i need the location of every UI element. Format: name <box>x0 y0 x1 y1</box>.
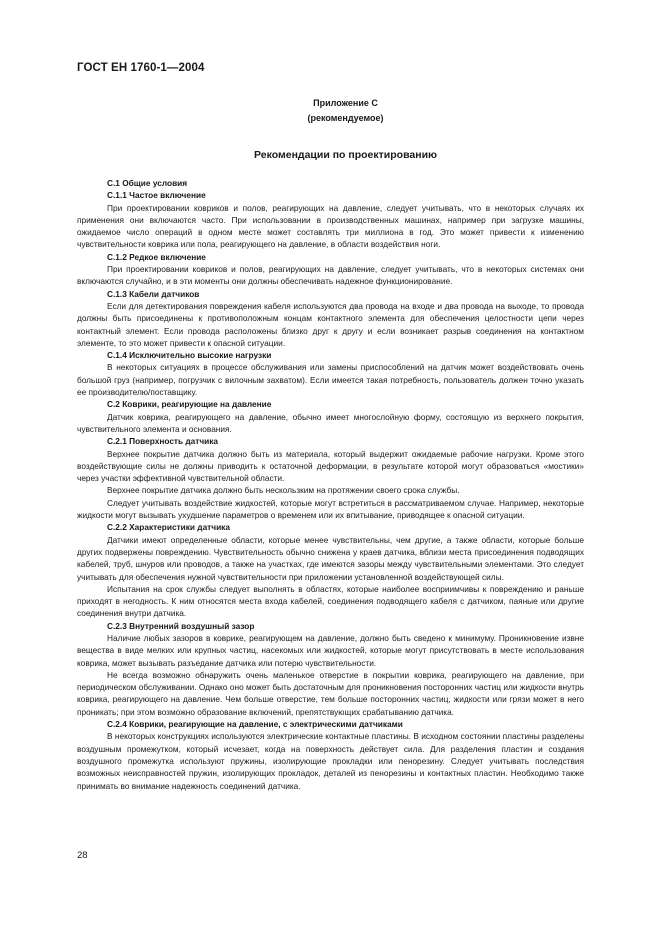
section-heading: С.1.4 Исключительно высокие нагрузки <box>107 350 272 361</box>
section-heading: С.2.4 Коврики, реагирующие на давление, с электрическими датчиками <box>107 719 403 730</box>
section-heading: С.2.3 Внутренний воздушный зазор <box>107 620 255 631</box>
body-paragraph: Верхнее покрытие датчика должно быть из материала, который выдержит ожидаемые рабочие нагрузки. Кроме этого воздействующие силы не должны приводить к остаточной деформации, в результате которой могут образоваться «мостики» через участки эффективной чувствительной области. <box>77 448 584 484</box>
body-paragraph: При проектировании ковриков и полов, реагирующих на давление, следует учитывать, что в некоторых системах они включаются случайно, и в эти моменты они должны обеспечивать надежное функционирование. <box>77 264 584 287</box>
section-title: Рекомендации по проектированию <box>254 149 437 161</box>
body-paragraph: Датчик коврика, реагирующего на давление, обычно имеет многослойную форму, состоящую из верхнего покрытия, чувствительного элемента и основания. <box>77 411 584 434</box>
section-heading: С.2 Коврики, реагирующие на давление <box>107 399 272 410</box>
body-paragraph: Не всегда возможно обнаружить очень маленькое отверстие в покрытии коврика, реагирующего на давление, при периодическом обслуживании. Однако оно может быть достаточным для проникновения посторонних частиц или жидкости внутрь коврика, реагирующего на давление. Чем больше отверстие, тем больше посторонних частиц, жидкости или грязи может в него проникать; при этом возможно образование включений, препятствующих срабатыванию датчика. <box>77 669 584 717</box>
section-heading: С.1.2 Редкое включение <box>107 251 206 262</box>
appendix-title: Приложение С <box>313 98 378 108</box>
body-paragraph: При проектировании ковриков и полов, реагирующих на давление, следует учитывать, что в некоторых случаях их применения они включаются часто. При использовании в производственных машинах, например при загрузке машины, ожидаемое число операций в одном месте может составлять три миллиона в год. Это может привести к изменению чувствительности коврика или пола, реагирующего на давление, в области воздействия ноги. <box>77 202 584 250</box>
body-paragraph: Датчики имеют определенные области, которые менее чувствительны, чем другие, а также области, которые больше других подвержены повреждению. Чувствительность обычно снижена у краев датчика, вблизи места присоединения подводящих кабелей, труб, шнуров или проводов, а также на участках, где имеются зазоры между чувствительными элементами. Это следует учитывать для обеспечения нужной чувствительности при приложении установленной воздействующей силы. <box>77 534 584 582</box>
body-paragraph: Верхнее покрытие датчика должно быть нескользким на протяжении своего срока службы. <box>107 485 460 496</box>
body-paragraph: В некоторых конструкциях используются электрические контактные пластины. В исходном состоянии пластины разделены воздушным промежутком, который исчезает, когда на поверхность действует сила. Для разделения пластин и создания воздушного промежутка используют пружины, изолирующие прокладки или пенорезину. Следует учитывать последствия возможных неисправностей пружин, изолирующих прокладок, деталей из пенорезины и контактных пластин. Необходимо также принимать во внимание надежность соединений датчика. <box>77 731 584 791</box>
document-header: ГОСТ ЕН 1760-1—2004 <box>77 62 205 74</box>
body-paragraph: В некоторых ситуациях в процессе обслуживания или замены приспособлений на датчик может воздействовать очень большой груз (например, погрузчик с вилочным захватом). Если имеется такая потребность, пользователь должен точно указать ее производителю/поставщику. <box>77 362 584 398</box>
body-paragraph: Следует учитывать воздействие жидкостей, которые могут встретиться в рассматриваемом случае. Например, некоторые жидкости могут вызывать ухудшение параметров о временем или их впитывание, приводящее к опасной ситуации. <box>77 497 584 521</box>
appendix-subtitle: (рекомендуемое) <box>307 113 384 123</box>
section-heading: С.1.1 Частое включение <box>107 190 206 201</box>
page-number: 28 <box>77 850 88 861</box>
section-heading: С.1.3 Кабели датчиков <box>107 288 200 299</box>
section-heading: С.2.1 Поверхность датчика <box>107 436 219 447</box>
body-paragraph: Испытания на срок службы следует выполнять в областях, которые наиболее восприимчивы к повреждению и раньше приходят в негодность. К ним относятся места входа кабелей, соединения подводящего кабеля с датчиком, паяные или другие соединения внутри датчика. <box>77 583 584 619</box>
document-body <box>77 177 584 792</box>
section-heading: С.2.2 Характеристики датчика <box>107 522 230 533</box>
body-paragraph: Наличие любых зазоров в коврике, реагирующем на давление, должно быть сведено к минимуму. Проникновение извне вещества в виде мелких или крупных частиц, насекомых или жидкостей, которые могут присутствовать в месте использования коврика, может вызывать разъедание датчика или потерю чувствительности. <box>77 632 584 668</box>
body-paragraph: Если для детектирования повреждения кабеля используются два провода на входе и два провода на выходе, то провода должны быть присоединены к противоположным концам контактного элемента для обеспечения целостности цепи через контактный элемент. Если провода расположены близко друг к другу и если возникает разрыв соединения на контактном элементе, то это может привести к опасной ситуации. <box>77 300 584 348</box>
appendix-label <box>0 96 661 126</box>
section-heading: С.1 Общие условия <box>107 178 188 188</box>
